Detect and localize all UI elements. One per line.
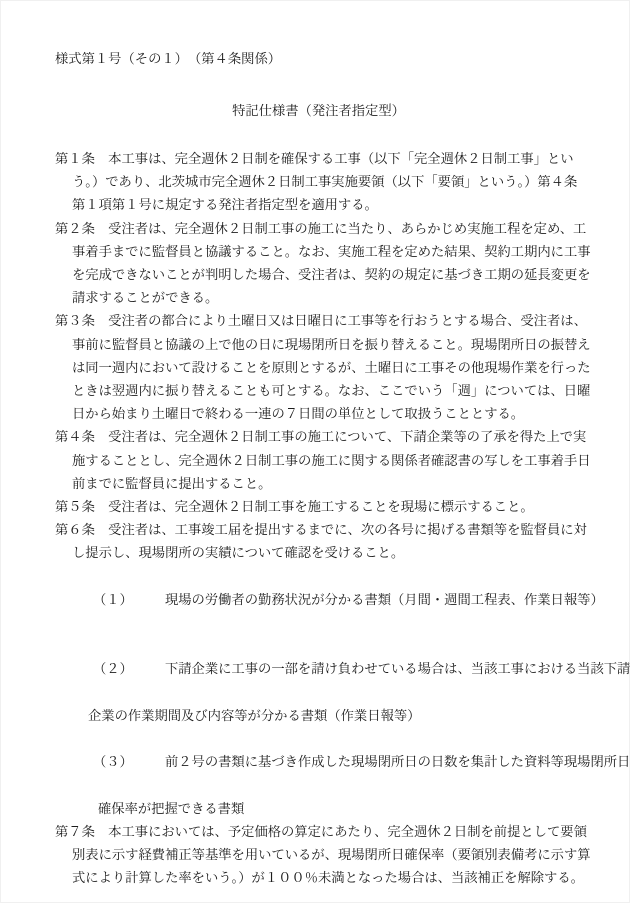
doc-line-article-2: 第２条 受注者は、完全週休２日制工事の施工に当たり、あらかじめ実施工程を定め、工 bbox=[55, 220, 587, 236]
doc-line: 施することとし、完全週休２日制工事の施工に関する関係者確認書の写しを工事着手日 bbox=[72, 452, 591, 468]
doc-line: を完成できないことが判明した場合、受注者は、契約の規定に基づき工期の延長変更を bbox=[72, 267, 591, 283]
doc-line: 日から始まり土曜日で終わる一連の７日間の単位として取扱うこととする。 bbox=[72, 406, 525, 422]
doc-title: 特記仕様書（発注者指定型） bbox=[232, 103, 405, 118]
doc-line: 請求することができる。 bbox=[72, 290, 219, 306]
doc-line-article-5: 第５条 受注者は、完全週休２日制工事を施工することを現場に標示すること。 bbox=[55, 499, 534, 515]
item-text: 現場の労働者の勤務状況が分かる書類（月間・週間工程表、作業日報等） bbox=[164, 591, 604, 607]
doc-line: 事前に監督員と協議の上で他の日に現場閉所日を振り替えること。現場閉所日の振替え bbox=[72, 336, 591, 352]
doc-line: 第１項第１号に規定する発注者指定型を適用する。 bbox=[72, 197, 378, 213]
doc-line: 確保率が把握できる書類 bbox=[98, 800, 245, 816]
doc-line: 前までに監督員に提出すること。 bbox=[72, 475, 272, 491]
doc-line: 別表に示す経費補正等基準を用いているが、現場閉所日確保率（要領別表備考に示す算 bbox=[72, 847, 591, 863]
doc-body bbox=[55, 147, 630, 890]
doc-line: ときは翌週内に振り替えることも可とする。なお、ここでいう「週」については、日曜 bbox=[72, 383, 591, 399]
doc-line-item-2 bbox=[55, 634, 630, 704]
doc-line: 式により計算した率をいう。）が１００％未満となった場合は、当該補正を解除する。 bbox=[72, 870, 584, 886]
item-text: 下請企業に工事の一部を請け負わせている場合は、当該工事における当該下請 bbox=[164, 661, 630, 677]
item-number: （３） bbox=[92, 754, 133, 770]
item-text: 前２号の書類に基づき作成した現場閉所日の日数を集計した資料等現場閉所日 bbox=[164, 754, 630, 770]
doc-line-article-3: 第３条 受注者の都合により土曜日又は日曜日に工事等を行おうとする場合、受注者は、 bbox=[55, 313, 587, 329]
doc-line-article-4: 第４条 受注者は、完全週休２日制工事の施工について、下請企業等の了承を得た上で実 bbox=[55, 429, 587, 445]
doc-line: 企業の作業期間及び内容等が分かる書類（作業日報等） bbox=[88, 707, 421, 723]
doc-line: は同一週内において設けることを原則とするが、土曜日に工事その他現場作業を行った bbox=[72, 359, 591, 375]
doc-line: し提示し、現場閉所の実績について確認を受けること。 bbox=[72, 545, 405, 561]
doc-line: 事着手までに監督員と協議すること。なお、実施工程を定めた結果、契約工期内に工事 bbox=[72, 243, 591, 259]
doc-line-item-3 bbox=[55, 727, 630, 797]
doc-line-item-1 bbox=[55, 565, 604, 635]
item-number: （１） bbox=[92, 591, 133, 607]
item-number: （２） bbox=[92, 661, 133, 677]
doc-line-article-7: 第７条 本工事においては、予定価格の算定にあたり、完全週休２日制を前提として要領 bbox=[55, 823, 587, 839]
form-number: 様式第１号（その１） （第４条関係） bbox=[55, 51, 282, 66]
doc-line: う。）であり、北茨城市完全週休２日制工事実施要領（以下「要領」という。）第４条 bbox=[72, 174, 578, 190]
doc-line-article-6: 第６条 受注者は、工事竣工届を提出するまでに、次の各号に掲げる書類等を監督員に対 bbox=[55, 522, 587, 538]
doc-line-article-1: 第１条 本工事は、完全週休２日制を確保する工事（以下「完全週休２日制工事」とい bbox=[55, 151, 574, 166]
